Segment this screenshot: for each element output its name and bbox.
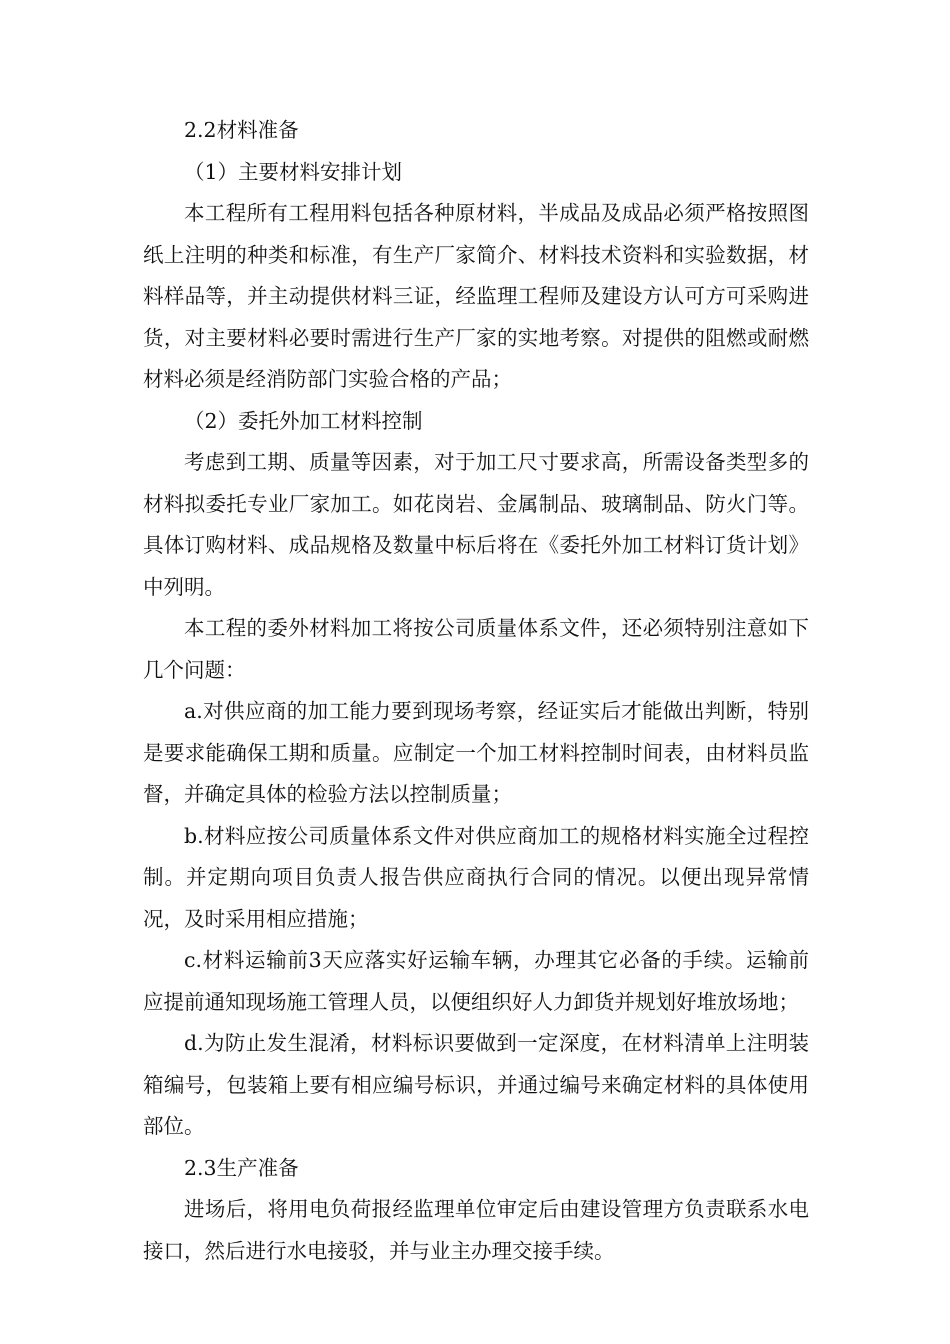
section-heading-2-3: 2.3生产准备 [184,1155,299,1180]
paragraph-production-prep: 进场后，将用电负荷报经监理单位审定后由建设管理方负责联系水电接口，然后进行水电接驳，并与业主办理交接手续。 [143,1197,809,1263]
document-page [143,110,809,1272]
paragraph-outsourced-notes: 本工程的委外材料加工将按公司质量体系文件，还必须特别注意如下几个问题： [143,616,809,682]
section-heading-2-2: 2.2材料准备 [184,118,299,142]
subsection-heading-material-plan: （1）主要材料安排计划 [184,159,403,184]
paragraph-material-plan: 本工程所有工程用料包括各种原材料，半成品及成品必须严格按照图纸上注明的种类和标准，有生产厂家简介、材料技术资料和实验数据，材料样品等，并主动提供材料三证，经监理工程师及建设方认可方可采购进货，对主要材料必要时需进行生产厂家的实地考察。对提供的阻燃或耐燃材料必须是经消防部门实验合格的产品； [143,201,809,391]
list-item-b: b.材料应按公司质量体系文件对供应商加工的规格材料实施全过程控制。并定期向项目负责人报告供应商执行合同的情况。以便出现异常情况，及时采用相应措施； [143,823,809,931]
list-item-a: a.对供应商的加工能力要到现场考察，经证实后才能做出判断，特别是要求能确保工期和质量。应制定一个加工材料控制时间表，由材料员监督，并确定具体的检验方法以控制质量； [143,699,809,806]
subsection-heading-outsourced-control: （2）委托外加工材料控制 [184,408,423,433]
paragraph-outsourced-materials: 考虑到工期、质量等因素，对于加工尺寸要求高，所需设备类型多的材料拟委托专业厂家加工。如花岗岩、金属制品、玻璃制品、防火门等。具体订购材料、成品规格及数量中标后将在《委托外加工材料订货计划》中列明。 [143,450,809,599]
list-item-d: d.为防止发生混淆，材料标识要做到一定深度，在材料清单上注明装箱编号，包装箱上要有相应编号标识，并通过编号来确定材料的具体使用部位。 [143,1031,809,1138]
list-item-c: c.材料运输前3天应落实好运输车辆，办理其它必备的手续。运输前应提前通知现场施工管理人员，以便组织好人力卸货并规划好堆放场地； [143,948,809,1014]
